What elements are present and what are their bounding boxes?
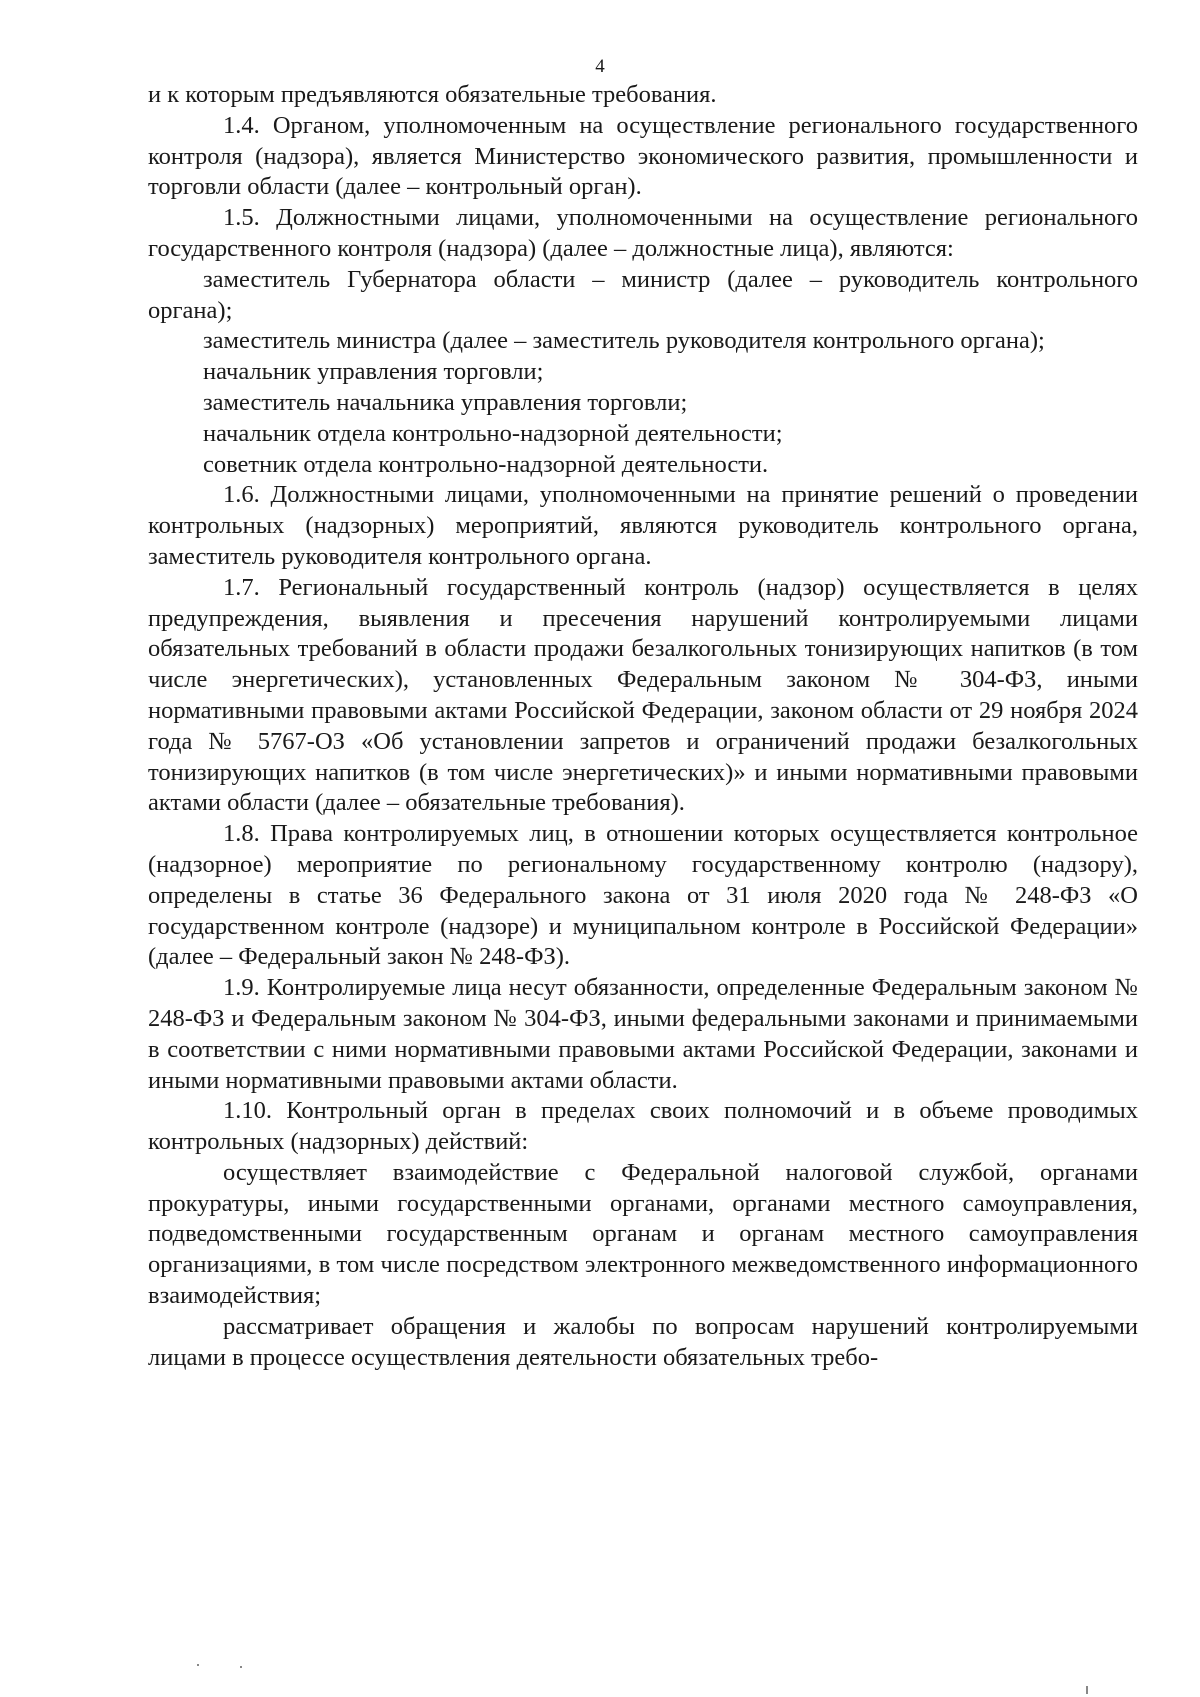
official-list-item: начальник отдела контрольно-надзорной деятельности; bbox=[203, 419, 783, 447]
official-list-item: начальник управления торговли; bbox=[203, 358, 544, 386]
paragraph-1-5: 1.5. Должностными лицами, уполномоченными на осуществление регионального государственного контроля (надзора) (далее – должностные лица), являются: bbox=[148, 204, 1138, 262]
paragraph-continuation: и к которым предъявляются обязательные требования. bbox=[148, 81, 717, 108]
official-list-item: заместитель Губернатора области – министр (далее – руководитель контрольного органа); bbox=[148, 265, 1138, 324]
paragraph-1-6: 1.6. Должностными лицами, уполномоченными на принятие решений о проведении контрольных (надзорных) мероприятий, являются руководитель контрольного органа, заместитель руководителя контрольного органа. bbox=[148, 481, 1138, 570]
paragraph-1-10: 1.10. Контрольный орган в пределах своих полномочий и в объеме проводимых контрольных (надзорных) действий: bbox=[148, 1097, 1138, 1156]
official-list-item: советник отдела контрольно-надзорной деятельности. bbox=[203, 450, 769, 478]
paragraph-1-4: 1.4. Органом, уполномоченным на осуществление регионального государственного контроля (надзора), является Министерство экономического развития, промышленности и торговли области (далее – контрольный орган). bbox=[148, 111, 1138, 201]
scan-speck bbox=[197, 1664, 199, 1666]
paragraph-1-8: 1.8. Права контролируемых лиц, в отношении которых осуществляется контрольное (надзорное) мероприятие по региональному государственному контролю (надзору), определены в статье 36 Федерального закона от 31 июля 2020 года № 248-ФЗ «О государственном контроле (надзоре) и муниципальном контроле в Российской Федерации» (далее – Федеральный закон № 248-ФЗ). bbox=[148, 820, 1138, 971]
official-list-item: заместитель министра (далее – заместитель руководителя контрольного органа); bbox=[203, 327, 1045, 355]
paragraph-1-10-item: рассматривает обращения и жалобы по вопросам нарушений контролируемыми лицами в процессе осуществления деятельности обязательных требо- bbox=[148, 1312, 1138, 1371]
page-number: 4 bbox=[595, 56, 605, 77]
official-list-item: заместитель начальника управления торговли; bbox=[203, 388, 688, 416]
document-body bbox=[148, 80, 1138, 1373]
paragraph-1-7: 1.7. Региональный государственный контроль (надзор) осуществляется в целях предупреждения, выявления и пресечения нарушений контролируемыми лицами обязательных требований в области продажи безалкогольных тонизирующих напитков (в том числе энергетических), установленных Федеральным законом № 304-ФЗ, иными нормативными правовыми актами Российской Федерации, законом области от 29 ноября 2024 года № 5767-ОЗ «Об установлении запретов и ограничений продажи безалкогольных тонизирующих напитков (в том числе энергетических)» и иными нормативными правовыми актами области (далее – обязательные требования). bbox=[148, 573, 1138, 817]
paragraph-1-9: 1.9. Контролируемые лица несут обязанности, определенные Федеральным законом № 248-ФЗ и Федеральным законом № 304-ФЗ, иными федеральными законами и принимаемыми в соответствии с ними нормативными правовыми актами Российской Федерации, законами и иными нормативными правовыми актами области. bbox=[148, 974, 1138, 1094]
scan-speck bbox=[1086, 1686, 1088, 1694]
paragraph-1-10-item: осуществляет взаимодействие с Федеральной налоговой службой, органами прокуратуры, иными государственными органами, органами местного самоуправления, подведомственными государственным органам и органам местного самоуправления организациями, в том числе посредством электронного межведомственного информационного взаимодействия; bbox=[148, 1158, 1138, 1310]
scan-speck bbox=[240, 1666, 242, 1668]
